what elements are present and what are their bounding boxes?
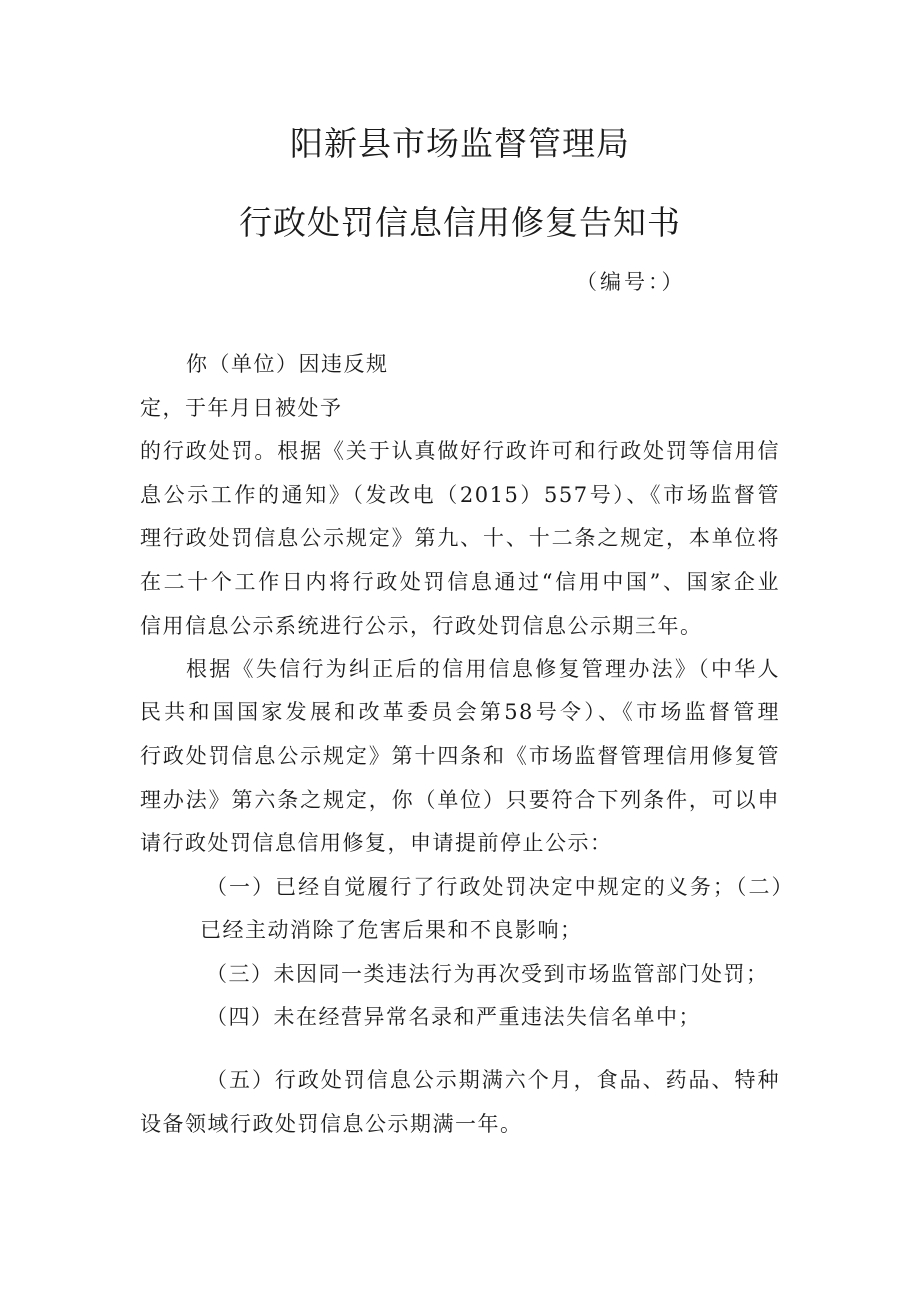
org-title: 阳新县市场监督管理局 [290, 124, 630, 163]
condition-1-2: （一）已经自觉履行了行政处罚决定中规定的义务；（二） [206, 875, 794, 899]
condition-4: （四）未在经营异常名录和严重违法失信名单中； [206, 1005, 701, 1029]
p1-line-7: 信用信息公示系统进行公示，行政处罚信息公示期三年。 [140, 614, 703, 638]
p1-line-2: 定，于年月日被处予 [140, 396, 343, 420]
p2-line-5: 请行政处罚信息信用修复，申请提前停止公示： [140, 831, 613, 855]
p1-line-6: 在二十个工作日内将行政处罚信息通过“信用中国”、国家企业 [140, 570, 780, 594]
p1-line-5: 理行政处罚信息公示规定》第九、十、十二条之规定，本单位将 [140, 526, 780, 550]
condition-2-cont: 已经主动消除了危害后果和不良影响； [200, 918, 583, 942]
p1-line-4: 息公示工作的通知》（发改电（2015）557号）、《市场监督管 [140, 483, 780, 507]
p2-line-4: 理办法》第六条之规定，你（单位）只要符合下列条件，可以申 [140, 788, 780, 812]
p2-line-3: 行政处罚信息公示规定》第十四条和《市场监督管理信用修复管 [140, 744, 780, 768]
condition-5-cont: 设备领域行政处罚信息公示期满一年。 [140, 1112, 523, 1136]
p2-line-2: 民共和国国家发展和改革委员会第58号令）、《市场监督管理 [140, 700, 780, 724]
p1-line-1: 你（单位）因违反规 [186, 352, 389, 376]
p1-line-3: 的行政处罚。根据《关于认真做好行政许可和行政处罚等信用信 [140, 439, 780, 463]
p2-line-1: 根据《失信行为纠正后的信用信息修复管理办法》（中华人 [186, 657, 780, 681]
doc-title: 行政处罚信息信用修复告知书 [239, 203, 681, 242]
serial-number: （编号：） [576, 270, 686, 294]
condition-5: （五）行政处罚信息公示期满六个月，食品、药品、特种 [206, 1068, 780, 1092]
condition-3: （三）未因同一类违法行为再次受到市场监管部门处罚； [206, 962, 769, 986]
